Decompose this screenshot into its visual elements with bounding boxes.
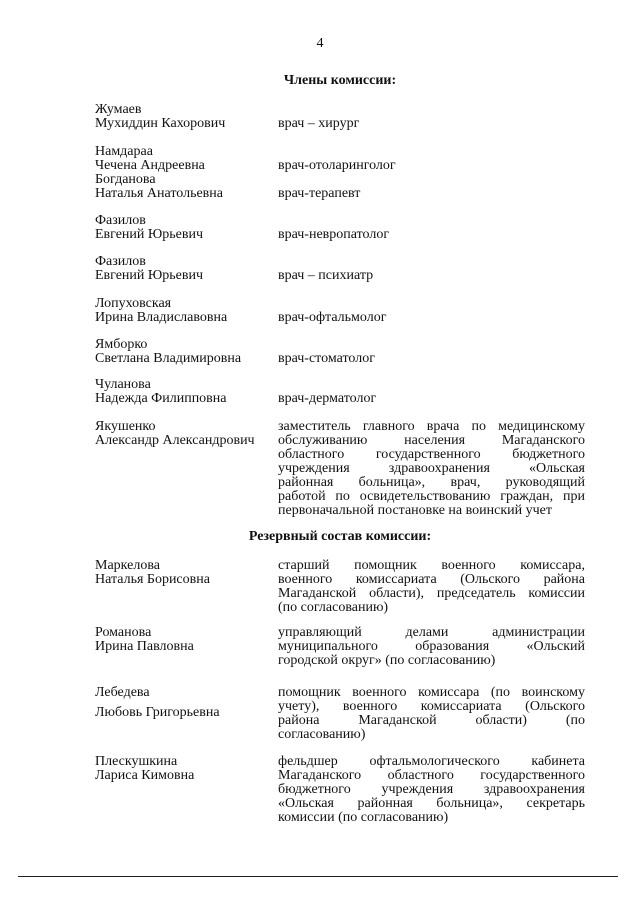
member-role: врач-офтальмолог: [278, 310, 387, 325]
reserve-name: Лебедева Любовь Григорьевна: [95, 685, 220, 720]
reserve-heading: Резервный состав комиссии:: [248, 529, 432, 544]
member-name: Якушенко Александр Александрович: [95, 419, 255, 448]
reserve-role: старший помощник военного комиссара, военного комиссариата (Ольского района Магаданской области), председатель комиссии (по согласованию): [278, 558, 585, 615]
reserve-role: помощник военного комиссара (по воинскому учету), военного комиссариата (Ольского района Магаданской области) (по согласованию): [278, 685, 585, 742]
reserve-role: управляющий делами администрации муниципального образования «Ольский городской округ» (по согласованию): [278, 625, 585, 668]
member-name: Лопуховская Ирина Владиславовна: [95, 296, 228, 325]
member-name: Намдараа Чечена Андреевна: [95, 144, 205, 173]
reserve-role: фельдшер офтальмологического кабинета Магаданского областного государственного бюджетного учреждения здравоохранения «Ольская районная больница», секретарь комиссии (по согласованию): [278, 754, 585, 825]
member-name: Чуланова Надежда Филипповна: [95, 377, 227, 406]
member-role: врач – психиатр: [278, 268, 374, 283]
bottom-rule: [18, 876, 618, 877]
members-heading: Члены комиссии:: [283, 73, 397, 88]
member-role: врач-терапевт: [278, 186, 361, 201]
member-role: врач-дерматолог: [278, 391, 377, 406]
member-name: Фазилов Евгений Юрьевич: [95, 254, 204, 283]
member-role: врач – хирург: [278, 116, 360, 131]
page-number: 4: [316, 36, 324, 51]
member-name: Богданова Наталья Анатольевна: [95, 172, 224, 201]
member-role: врач-невропатолог: [278, 227, 390, 242]
reserve-name: Маркелова Наталья Борисовна: [95, 558, 210, 587]
reserve-name: Плескушкина Лариса Кимовна: [95, 754, 195, 783]
member-role: заместитель главного врача по медицинскому обслуживанию населения Магаданского областного государственного бюджетного учреждения здравоохранения «Ольская районная больница», врач, руководящий работой по освидетельствованию граждан, при первоначальной постановке на воинский учет: [278, 419, 585, 518]
member-role: врач-отоларинголог: [278, 158, 396, 173]
member-role: врач-стоматолог: [278, 351, 375, 366]
member-name: Фазилов Евгений Юрьевич: [95, 213, 204, 242]
member-name: Ямборко Светлана Владимировна: [95, 337, 242, 366]
member-name: Жумаев Мухиддин Кахорович: [95, 102, 226, 131]
reserve-name: Романова Ирина Павловна: [95, 625, 194, 654]
